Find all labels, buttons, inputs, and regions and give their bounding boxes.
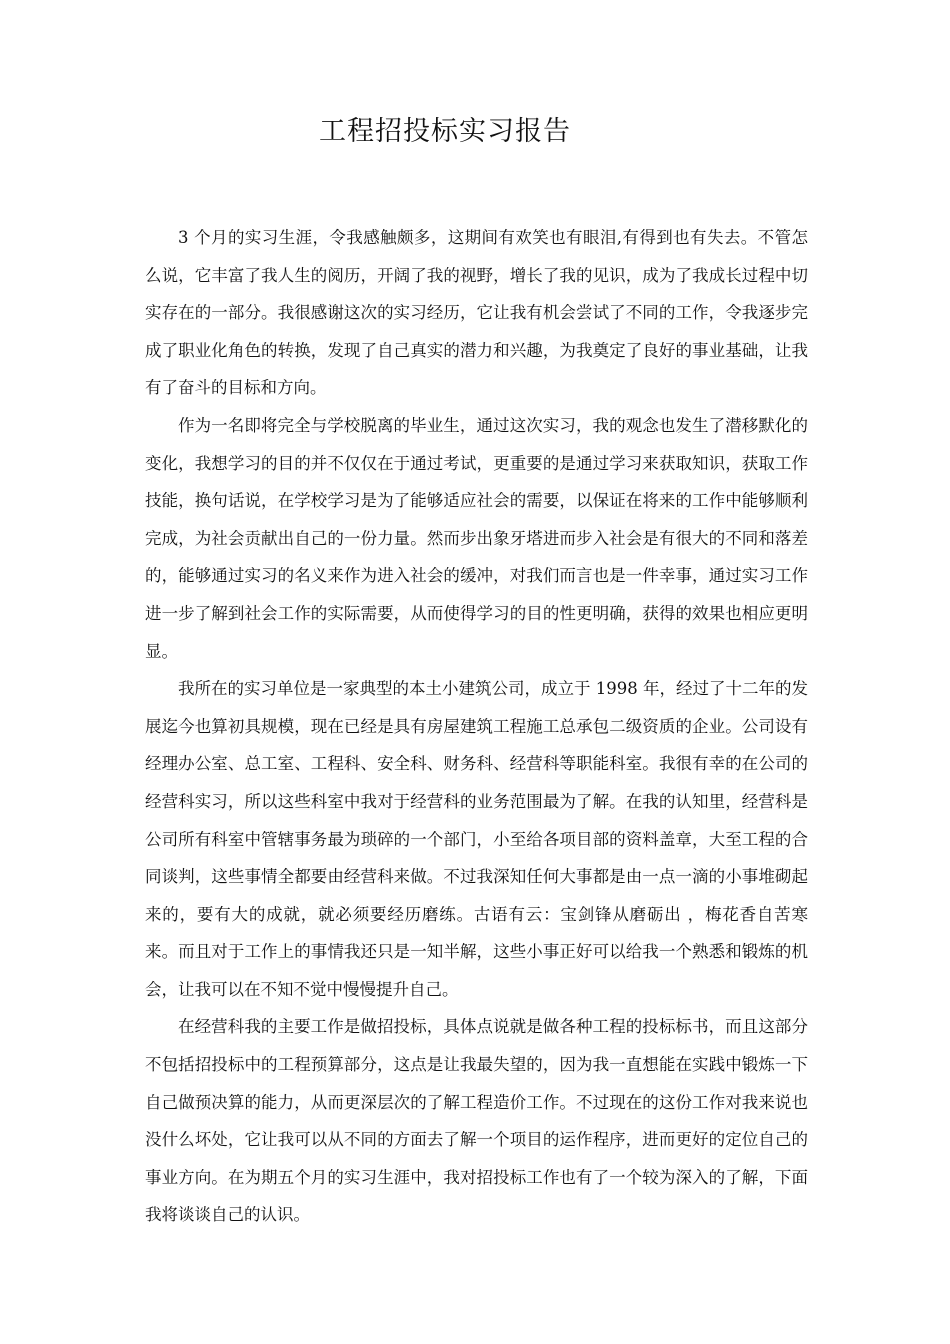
document-title: 工程招投标实习报告 (319, 116, 571, 147)
paragraph-2: 作为一名即将完全与学校脱离的毕业生，通过这次实习，我的观念也发生了潜移默化的变化，我想学习的目的并不仅仅在于通过考试，更重要的是通过学习来获取知识，获取工作技能，换句话说，在学校学习是为了能够适应社会的需要，以保证在将来的工作中能够顺利完成，为社会贡献出自己的一份力量。然而步出象牙塔进而步入社会是有很大的不同和落差的，能够通过实习的名义来作为进入社会的缓冲，对我们而言也是一件幸事，通过实习工作进一步了解到社会工作的实际需要，从而使得学习的目的性更明确，获得的效果也相应更明显。 (145, 415, 808, 661)
document-body (145, 219, 808, 1234)
paragraph-1: 3 个月的实习生涯，令我感触颇多，这期间有欢笑也有眼泪,有得到也有失去。不管怎么说，它丰富了我人生的阅历，开阔了我的视野，增长了我的见识，成为了我成长过程中切实存在的一部分。我很感谢这次的实习经历，它让我有机会尝试了不同的工作，令我逐步完成了职业化角色的转换，发现了自己真实的潜力和兴趣，为我奠定了良好的事业基础，让我有了奋斗的目标和方向。 (145, 228, 808, 398)
paragraph-3: 我所在的实习单位是一家典型的本土小建筑公司，成立于 1998 年，经过了十二年的发展迄今也算初具规模，现在已经是具有房屋建筑工程施工总承包二级资质的企业。公司设有经理办公室、总工室、工程科、安全科、财务科、经营科等职能科室。我很有幸的在公司的经营科实习，所以这些科室中我对于经营科的业务范围最为了解。在我的认知里，经营科是公司所有科室中管辖事务最为琐碎的一个部门，小至给各项目部的资料盖章，大至工程的合同谈判，这些事情全都要由经营科来做。不过我深知任何大事都是由一点一滴的小事堆砌起来的，要有大的成就，就必须要经历磨练。古语有云：宝剑锋从磨砺出 ，梅花香自苦寒来。而且对于工作上的事情我还只是一知半解，这些小事正好可以给我一个熟悉和锻炼的机会，让我可以在不知不觉中慢慢提升自己。 (145, 679, 808, 999)
paragraph-4: 在经营科我的主要工作是做招投标，具体点说就是做各种工程的投标标书，而且这部分不包括招投标中的工程预算部分，这点是让我最失望的，因为我一直想能在实践中锻炼一下自己做预决算的能力，从而更深层次的了解工程造价工作。不过现在的这份工作对我来说也没什么坏处，它让我可以从不同的方面去了解一个项目的运作程序，进而更好的定位自己的事业方向。在为期五个月的实习生涯中，我对招投标工作也有了一个较为深入的了解，下面我将谈谈自己的认识。 (145, 1017, 808, 1225)
